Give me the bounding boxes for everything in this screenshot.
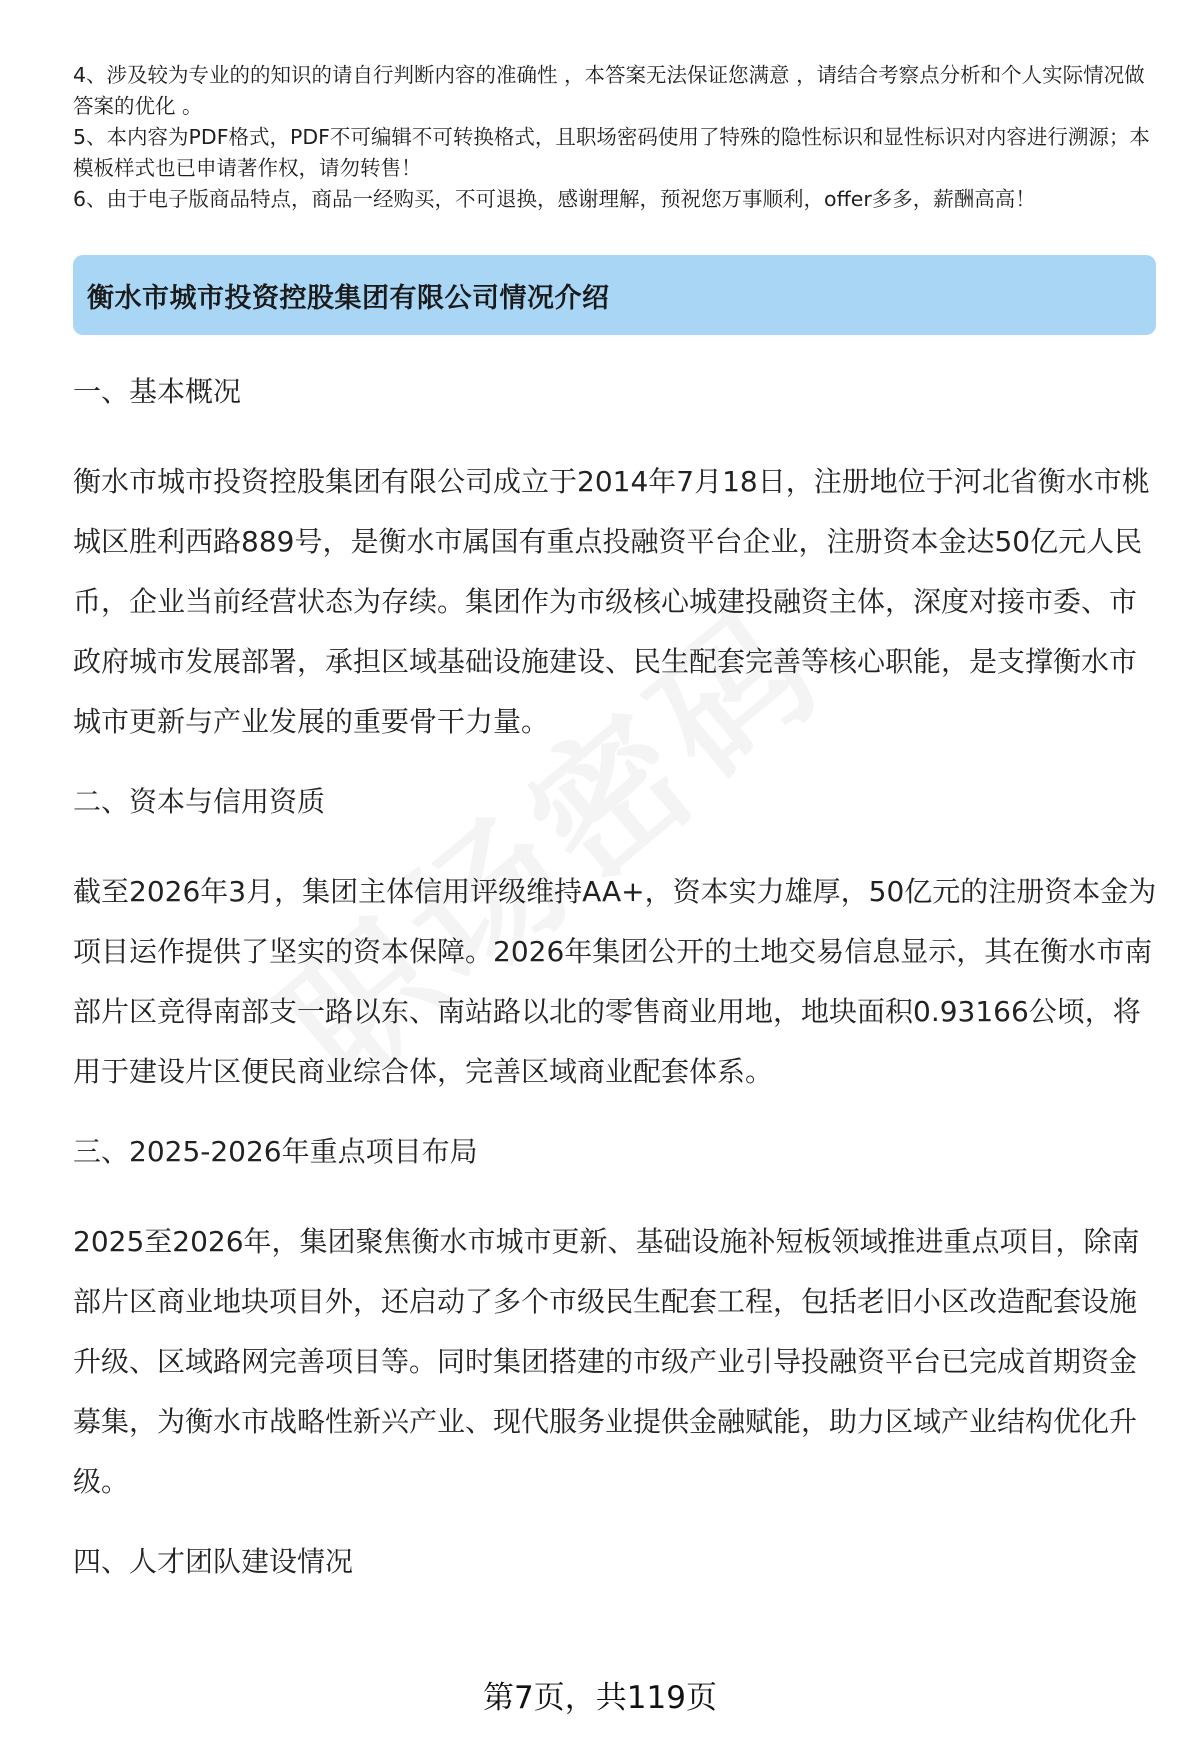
section-heading: 三、2025-2026年重点项目布局 bbox=[73, 1135, 478, 1168]
section-heading: 二、资本与信用资质 bbox=[73, 785, 326, 818]
note-item: 4、涉及较为专业的的知识的请自行判断内容的准确性 ，本答案无法保证您满意 ，请结合考察点分析和个人实际情况做答案的优化 。 bbox=[73, 63, 1145, 118]
section-title-banner bbox=[73, 255, 1156, 335]
notes-block bbox=[73, 60, 1153, 215]
page-number: 第7页，共119页 bbox=[483, 1680, 717, 1716]
section-paragraph: 截至2026年3月，集团主体信用评级维持AA+，资本实力雄厚，50亿元的注册资本金为项目运作提供了坚实的资本保障。2026年集团公开的土地交易信息显示，其在衡水市南部片区竞得南部支一路以东、南站路以北的零售商业用地，地块面积0.93166公顷，将用于建设片区便民商业综合体，完善区域商业配套体系。 bbox=[73, 875, 1157, 1088]
section-heading: 一、基本概况 bbox=[73, 375, 242, 408]
note-item: 5、本内容为PDF格式，PDF不可编辑不可转换格式，且职场密码使用了特殊的隐性标识和显性标识对内容进行溯源；本模板样式也已申请著作权，请勿转售！ bbox=[73, 125, 1150, 180]
main-content bbox=[73, 372, 1161, 1622]
page-title: 衡水市城市投资控股集团有限公司情况介绍 bbox=[87, 282, 610, 314]
note-item: 6、由于电子版商品特点，商品一经购买，不可退换，感谢理解，预祝您万事顺利，offer多多，薪酬高高！ bbox=[73, 187, 1036, 211]
section-paragraph: 2025至2026年，集团聚焦衡水市城市更新、基础设施补短板领域推进重点项目，除南部片区商业地块项目外，还启动了多个市级民生配套工程，包括老旧小区改造配套设施升级、区域路网完善项目等。同时集团搭建的市级产业引导投融资平台已完成首期资金募集，为衡水市战略性新兴产业、现代服务业提供金融赋能，助力区域产业结构优化升级。 bbox=[73, 1225, 1140, 1498]
section-paragraph: 衡水市城市投资控股集团有限公司成立于2014年7月18日，注册地位于河北省衡水市桃城区胜利西路889号，是衡水市属国有重点投融资平台企业，注册资本金达50亿元人民币，企业当前经营状态为存续。集团作为市级核心城建投融资主体，深度对接市委、市政府城市发展部署，承担区域基础设施建设、民生配套完善等核心职能，是支撑衡水市城市更新与产业发展的重要骨干力量。 bbox=[73, 465, 1150, 738]
section-heading: 四、人才团队建设情况 bbox=[73, 1545, 354, 1578]
